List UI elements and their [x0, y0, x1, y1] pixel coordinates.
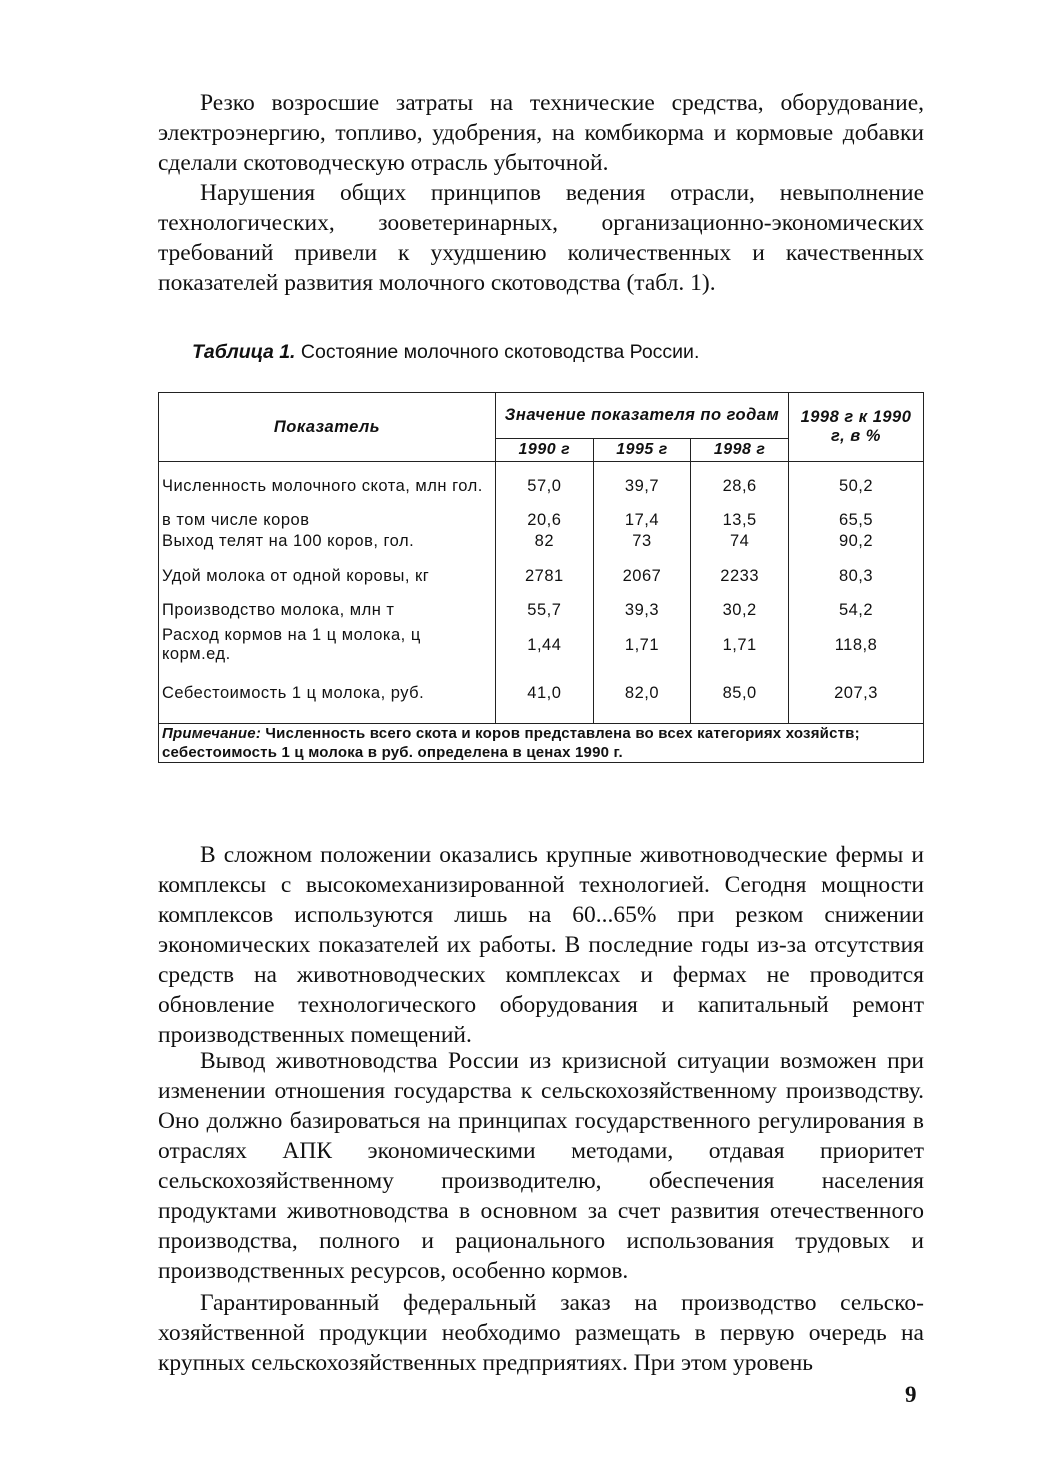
table-row: [159, 600, 924, 621]
header-year-group: Значение показателя по годам: [496, 393, 789, 439]
cell-1995: 82,0: [593, 669, 691, 717]
paragraph-3: В сложном положении оказались крупные животноводческие фермы и комплексы с высокомеханизированной технологией. Сегодня мощности комплексов используются лишь на 60...65% при резком снижении экономических показателей их работы. В последние годы из-за отсутствия средств на животноводческих комплексах и фермах не проводится обновление технологического оборудования и капитальный ремонт производственных помещений.: [158, 842, 924, 1048]
cell-1998: 74: [691, 531, 789, 552]
cell-pct: 207,3: [789, 669, 924, 717]
cell-1995: 39,3: [593, 600, 691, 621]
table-caption-label: Таблица 1.: [192, 341, 296, 363]
milk-cattle-table: [158, 392, 924, 763]
cell-1995: 1,71: [593, 621, 691, 669]
row-name: Себестоимость 1 ц молока, руб.: [159, 669, 496, 717]
cell-1990: 57,0: [496, 462, 594, 511]
table-row: [159, 669, 924, 717]
paragraph-1: Резко возросшие затраты на технические средства, оборудование, электроэнергию, топливо, удобрения, на комбикорма и кормовые добавки сделали скотоводческую отрасль убыточной.: [158, 90, 924, 176]
cell-pct: 54,2: [789, 600, 924, 621]
header-ratio: 1998 г к 1990 г, в %: [789, 393, 924, 462]
cell-pct: 90,2: [789, 531, 924, 552]
cell-1990: 82: [496, 531, 594, 552]
table-row: [159, 621, 924, 669]
row-name: Расход кормов на 1 ц молока, ц корм.ед.: [159, 621, 496, 669]
row-name: Численность молочного скота, млн гол.: [159, 462, 496, 511]
cell-1998: 1,71: [691, 621, 789, 669]
cell-1990: 55,7: [496, 600, 594, 621]
cell-1998: 28,6: [691, 462, 789, 511]
cell-1995: 17,4: [593, 510, 691, 531]
header-year-1998: 1998 г: [691, 438, 789, 461]
cell-1998: 85,0: [691, 669, 789, 717]
row-name: в том числе коров: [159, 510, 496, 531]
table-caption-text: Состояние молочного скотоводства России.: [300, 341, 700, 363]
header-param: Показатель: [159, 393, 496, 462]
paragraph-4: Вывод животноводства России из кризисной ситуации возможен при изменении отношения государства к сельскохозяйственному производству. Оно должно базироваться на принципах государственного регулирования в отраслях АПК экономическими методами, отдавая приоритет сельскохозяйственному производителю, обеспечения населения продуктами животноводства в основном за счет развития отечественного производства, полного и рационального использования трудовых и производственных ресурсов, особенно кормов.: [158, 1048, 924, 1284]
table-row: [159, 531, 924, 552]
cell-1990: 41,0: [496, 669, 594, 717]
table-row: [159, 462, 924, 511]
cell-pct: 80,3: [789, 552, 924, 600]
table-note-row: [159, 724, 924, 763]
cell-1990: 20,6: [496, 510, 594, 531]
table-row: [159, 552, 924, 600]
cell-pct: 50,2: [789, 462, 924, 511]
table-note-label: Примечание:: [162, 725, 262, 742]
cell-1998: 2233: [691, 552, 789, 600]
cell-1990: 2781: [496, 552, 594, 600]
cell-1995: 39,7: [593, 462, 691, 511]
table-note: [159, 724, 924, 763]
table-row: [159, 510, 924, 531]
header-year-1995: 1995 г: [593, 438, 691, 461]
paragraph-5: Гарантированный федеральный заказ на производство сельскохозяйственной продукции необходимо размещать в первую очередь на крупных сельскохозяйственных предприятиях. При этом уровень: [158, 1290, 924, 1376]
cell-1998: 13,5: [691, 510, 789, 531]
cell-1998: 30,2: [691, 600, 789, 621]
cell-1995: 73: [593, 531, 691, 552]
page-number: 9: [905, 1382, 917, 1407]
table-note-text: Численность всего скота и коров представлена во всех категориях хозяйств; себестоимость 1 ц молока в руб. определена в ценах 1990 г.: [162, 725, 860, 761]
cell-pct: 118,8: [789, 621, 924, 669]
row-name: Производство молока, млн т: [159, 600, 496, 621]
row-name: Удой молока от одной коровы, кг: [159, 552, 496, 600]
cell-1990: 1,44: [496, 621, 594, 669]
header-year-1990: 1990 г: [496, 438, 594, 461]
cell-1995: 2067: [593, 552, 691, 600]
table-caption: [192, 341, 699, 364]
paragraph-2: Нарушения общих принципов ведения отрасли, невыполнение технологических, зооветеринарных, организационно-экономических требований привели к ухудшению количественных и качественных показателей развития молочного скотоводства (табл. 1).: [158, 180, 924, 296]
row-name: Выход телят на 100 коров, гол.: [159, 531, 496, 552]
cell-pct: 65,5: [789, 510, 924, 531]
